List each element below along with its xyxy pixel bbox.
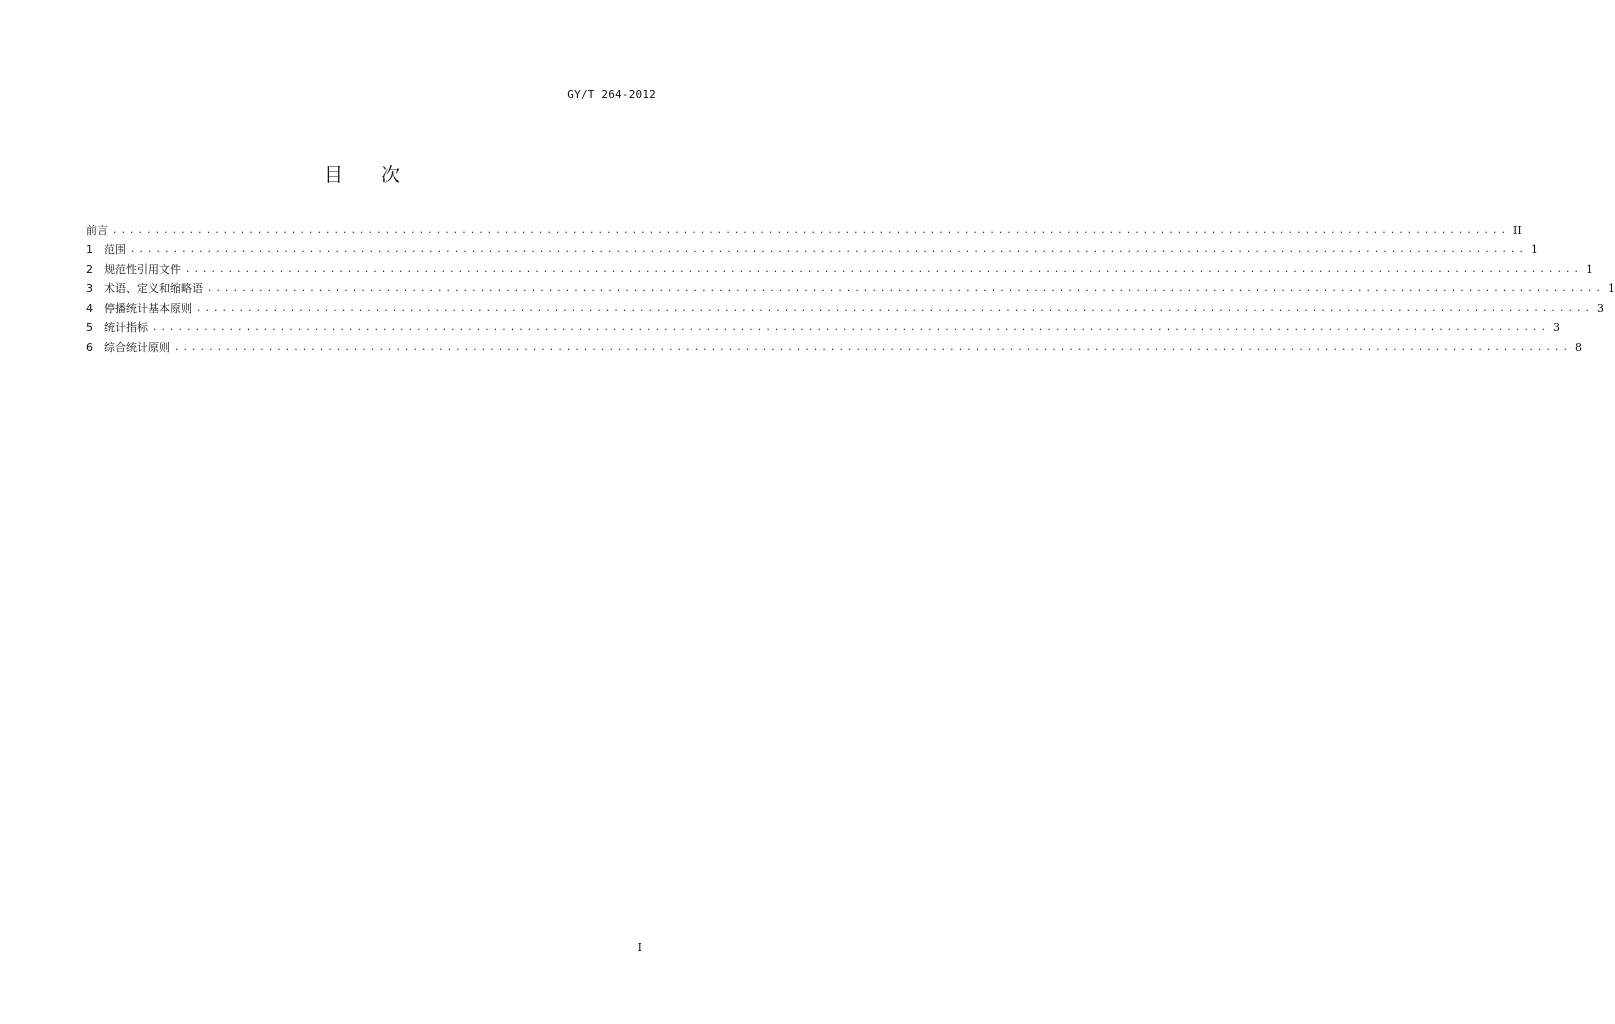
toc-entry-number: 4: [86, 301, 93, 315]
toc-entry-label: 范围: [104, 243, 126, 256]
toc-entry-page: 1: [1608, 282, 1615, 295]
toc-leader-dots: ....................................................................................................................................................................: [174, 342, 1572, 353]
toc-entry-6[interactable]: [86, 335, 1583, 355]
standard-code: GY/T 264-2012: [567, 88, 656, 101]
page-number: I: [637, 941, 642, 954]
toc-entry-label: 停播统计基本原则: [104, 301, 192, 315]
toc-entry-2[interactable]: [86, 257, 1594, 277]
toc-entry-label: 术语、定义和缩略语: [104, 282, 203, 295]
toc-entry-5[interactable]: [86, 316, 1561, 336]
toc-leader-dots: ....................................................................................................................................................................: [207, 284, 1605, 294]
toc-entry-number: 2: [86, 262, 93, 276]
toc-entry-page: 3: [1553, 321, 1561, 334]
toc-leader-dots: ....................................................................................................................................................................: [152, 323, 1550, 333]
toc-entry-1[interactable]: [86, 238, 1539, 258]
toc-entry-foreword[interactable]: [86, 218, 1522, 238]
toc-entry-label: 前言: [86, 223, 108, 237]
toc-entry-number: 5: [86, 321, 93, 334]
page-title: [0, 160, 724, 187]
toc-entry-page: 1: [1586, 262, 1594, 276]
toc-entry-3[interactable]: [86, 277, 1615, 297]
title-char-1: 目: [323, 164, 343, 186]
toc-entry-page: 1: [1531, 243, 1539, 256]
toc-leader-dots: ....................................................................................................................................................................: [112, 225, 1510, 236]
toc-entry-label: 统计指标: [104, 321, 148, 334]
toc-entry-page: 3: [1597, 301, 1605, 315]
toc-leader-dots: ....................................................................................................................................................................: [185, 264, 1583, 275]
toc-entry-number: 3: [86, 282, 93, 295]
toc-entry-label: 综合统计原则: [104, 340, 170, 354]
toc-leader-dots: ....................................................................................................................................................................: [130, 245, 1528, 255]
toc-entry-label: 规范性引用文件: [104, 262, 181, 276]
toc-entry-page: 8: [1575, 340, 1583, 354]
toc-entry-number: 6: [86, 340, 93, 354]
toc-leader-dots: ....................................................................................................................................................................: [196, 303, 1594, 314]
toc-entry-4[interactable]: [86, 296, 1605, 316]
table-of-contents: [86, 218, 1615, 355]
title-char-2: 次: [381, 164, 401, 186]
toc-entry-page: II: [1513, 223, 1522, 237]
toc-entry-number: 1: [86, 243, 93, 256]
